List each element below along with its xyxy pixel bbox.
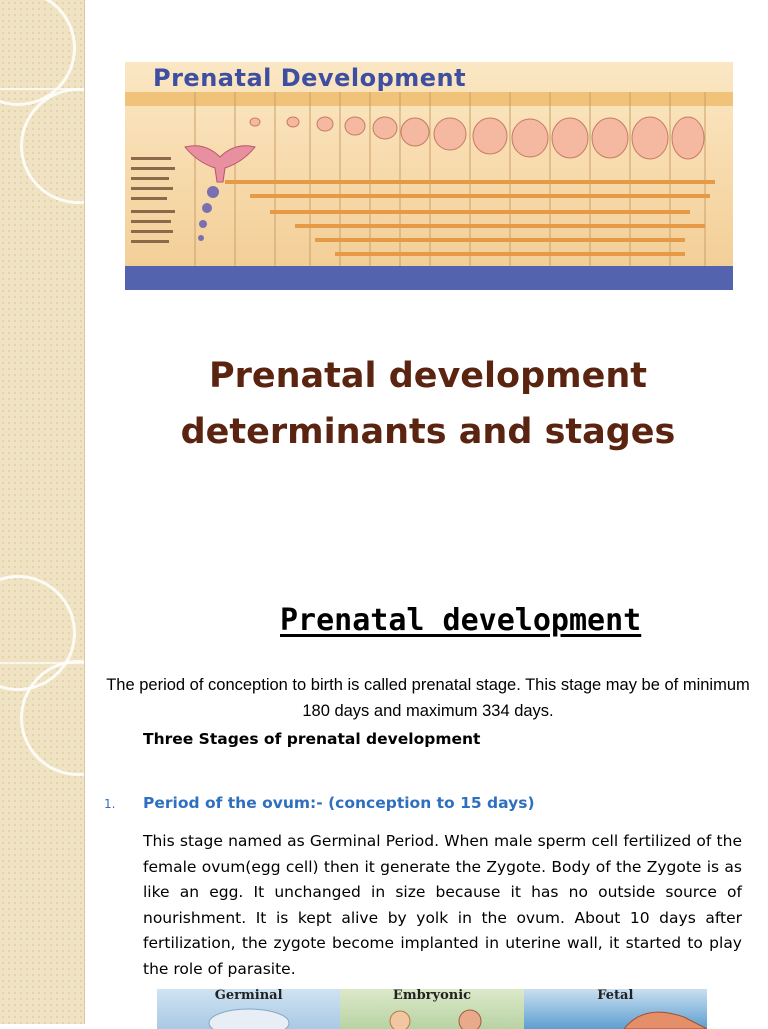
decorative-line <box>0 88 84 90</box>
slide-title-line-1: Prenatal development <box>208 356 647 396</box>
prenatal-development-chart-image <box>125 62 733 290</box>
fetal-illustration <box>524 989 707 1029</box>
chart-header-band <box>125 92 733 106</box>
list-number: 1. <box>104 797 116 811</box>
section-heading: Prenatal development <box>280 603 642 638</box>
embryonic-illustration <box>340 989 523 1029</box>
stages-heading: Three Stages of prenatal development <box>143 730 481 748</box>
chart-left-labels <box>131 157 175 243</box>
decorative-line <box>0 662 84 664</box>
germinal-period-paragraph: This stage named as Germinal Period. When male sperm cell fertilized of the female ovum(egg cell) then it generate the Zygote. Body of the Zygote is as like an egg. It unchanged in size because it has no outside source of nourishment. It is kept alive by yolk in the ovum. About 10 days after fertilization, the zygote become implanted in uterine wall, it started to play the role of parasite. <box>143 832 742 978</box>
embryonic-stage-image <box>340 989 523 1029</box>
cell-illustrations <box>198 186 219 241</box>
stage-images-strip <box>157 989 707 1029</box>
fetal-stage-image <box>524 989 707 1029</box>
decorative-side-strip <box>0 0 85 1024</box>
embryo-illustrations <box>250 117 704 159</box>
banner-title: Prenatal Development <box>153 64 467 92</box>
embryonic-label: Embryonic <box>392 989 472 1003</box>
slide-title-line-2: determinants and stages <box>180 412 676 452</box>
banner-footer-band <box>125 266 733 290</box>
chart-illustration <box>125 62 733 290</box>
germinal-illustration <box>157 989 340 1029</box>
slide-title <box>100 348 756 460</box>
fetal-label: Fetal <box>597 989 634 1003</box>
decorative-ring <box>20 88 85 204</box>
germinal-label: Germinal <box>214 989 283 1003</box>
period-heading: Period of the ovum:- (conception to 15 days) <box>143 794 535 812</box>
intro-paragraph: The period of conception to birth is called prenatal stage. This stage may be of minimum 180 days and maximum 334 days. <box>106 676 750 720</box>
germinal-stage-image <box>157 989 340 1029</box>
